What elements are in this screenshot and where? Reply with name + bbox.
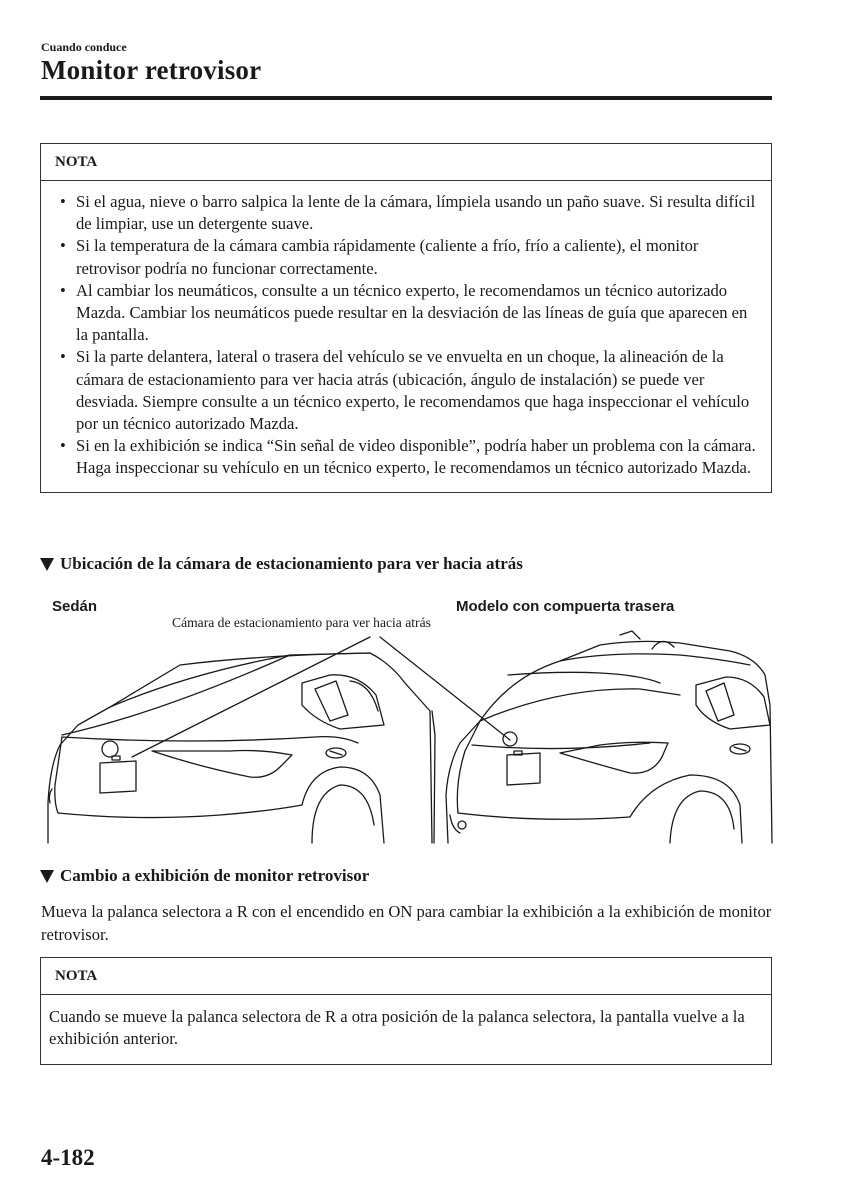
note-item (55, 435, 757, 479)
bullet-icon: • (60, 436, 66, 456)
note-list (55, 191, 757, 480)
hatchback-car-icon (446, 631, 772, 843)
page-title: Monitor retrovisor (41, 55, 262, 85)
note-item-text: Al cambiar los neumáticos, consulte a un técnico experto, le recomendamos un técnico autorizado Mazda. Cambiar los neumáticos puede resultar en la desviación de las líneas de guía que aparecen en la pantalla. (76, 280, 748, 345)
switch-display-heading (40, 866, 369, 886)
note-item (55, 191, 757, 235)
note-heading: NOTA (41, 144, 771, 181)
camera-location-heading-text: Ubicación de la cámara de estacionamiento para ver hacia atrás (60, 554, 523, 573)
title-rule (40, 96, 772, 100)
triangle-down-icon (40, 870, 54, 883)
bullet-icon: • (60, 236, 66, 256)
car-illustration (40, 625, 775, 847)
note-box-1 (40, 143, 772, 493)
note-heading: NOTA (41, 958, 771, 995)
triangle-down-icon (40, 558, 54, 571)
bullet-icon: • (60, 280, 66, 300)
sedan-car-icon (48, 653, 435, 843)
note-item (55, 280, 757, 347)
note-text: Cuando se mueve la palanca selectora de R a otra posición de la palanca selectora, la pantalla vuelve a la exhibición anterior. (49, 1007, 745, 1049)
note-box-2 (40, 957, 772, 1065)
note-item-text: Si en la exhibición se indica “Sin señal de video disponible”, podría haber un problema con la cámara. Haga inspeccionar su vehículo en un técnico experto, le recomendamos un técnico autorizado Mazda. (76, 436, 756, 478)
note-item (55, 235, 757, 279)
note-item-text: Si el agua, nieve o barro salpica la lente de la cámara, límpiela usando un paño suave. Si resulta difícil de limpiar, use un detergente suave. (76, 192, 756, 234)
hatchback-label: Modelo con compuerta trasera (456, 598, 675, 615)
camera-callout: Cámara de estacionamiento para ver hacia atrás (172, 615, 431, 630)
note-body (41, 181, 771, 492)
note-item (55, 346, 757, 435)
section-label: Cuando conduce (41, 40, 127, 54)
camera-location-heading (40, 554, 523, 574)
bullet-icon: • (60, 347, 66, 367)
note-item-text: Si la parte delantera, lateral o trasera del vehículo se ve envuelta en un choque, la alineación de la cámara de estacionamiento para ver hacia atrás (ubicación, ángulo de instalación) se puede ver desviada. Siempre consulte a un técnico experto, le recomendamos que haga inspeccionar el vehículo por un técnico autorizado Mazda. (76, 347, 750, 434)
switch-display-heading-text: Cambio a exhibición de monitor retrovisor (60, 866, 370, 885)
switch-display-text: Mueva la palanca selectora a R con el encendido en ON para cambiar la exhibición a la exhibición de monitor retrovisor. (41, 902, 772, 944)
bullet-icon: • (60, 192, 66, 211)
note-item-text: Si la temperatura de la cámara cambia rápidamente (caliente a frío, frío a caliente), el monitor retrovisor podría no funcionar correctamente. (76, 236, 699, 278)
page-number: 4-182 (41, 1145, 95, 1170)
note-body (41, 995, 771, 1064)
sedan-label: Sedán (52, 598, 98, 615)
